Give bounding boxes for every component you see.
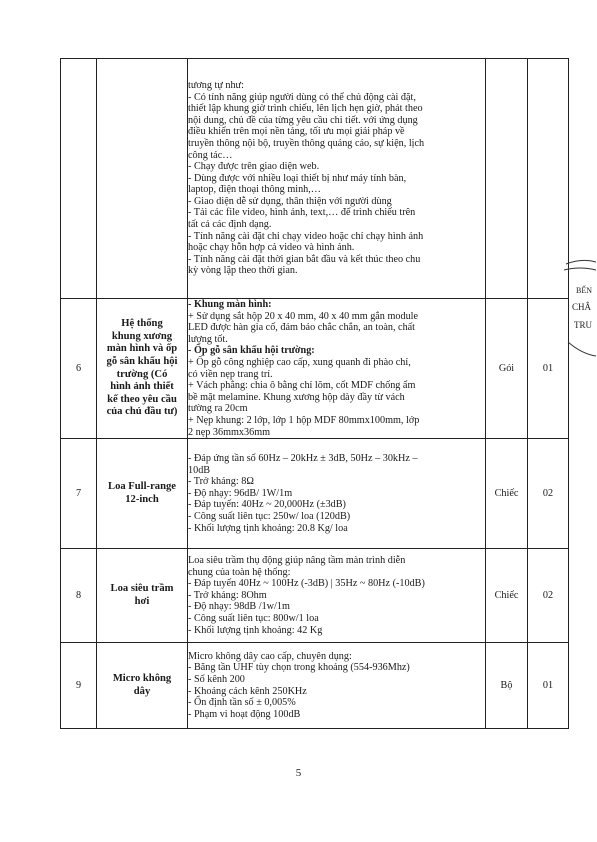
description-line: hoặc chạy hỗn hợp cả video và hình ảnh. bbox=[188, 242, 355, 254]
description-line: + Sử dụng sắt hộp 20 x 40 mm, 40 x 40 mm gắn module bbox=[188, 310, 419, 322]
description-line: - Khối lượng tịnh khoảng: 42 Kg bbox=[188, 624, 323, 636]
description-line: có viền nẹp trang trí. bbox=[188, 368, 273, 380]
description-line: + Vách phẳng: chia ô bằng chỉ lõm, cốt MDF chống ẩm bbox=[188, 380, 416, 392]
description-line: - Công suất liên tục: 800w/1 loa bbox=[188, 613, 319, 625]
description-heading: - Ốp gỗ sân khấu hội trường: bbox=[188, 345, 315, 357]
item-name-line: dây bbox=[133, 685, 151, 697]
description-line: truyền thông nội bộ, truyền thông quảng cáo, sự kiện, lịch bbox=[188, 137, 425, 149]
description-line: - Tính năng cài đặt thời gian bắt đầu và kết thúc theo chu bbox=[188, 253, 421, 265]
row-number-cell: 8 bbox=[61, 549, 97, 643]
row-number-cell bbox=[61, 59, 97, 299]
description-line: - Băng tần UHF tùy chọn trong khoảng (554-936Mhz) bbox=[188, 662, 410, 674]
item-name-line: Loa siêu trầm bbox=[110, 583, 174, 595]
quantity-cell: 02 bbox=[528, 549, 569, 643]
description-line: - Có tính năng giúp người dùng có thể chủ động cài đặt, bbox=[188, 91, 416, 103]
table-body bbox=[61, 59, 569, 729]
table-row bbox=[61, 59, 569, 299]
description-line: LED được hàn gia cố, đảm bảo chắc chắn, an toàn, chất bbox=[188, 322, 416, 334]
description-line: - Đáp ứng tần số 60Hz – 20kHz ± 3dB, 50Hz – 30kHz – bbox=[188, 453, 418, 465]
stamp-arc-icon bbox=[562, 258, 597, 368]
equipment-spec-table bbox=[60, 58, 569, 729]
description-line: - Trở kháng: 8Ω bbox=[188, 476, 254, 488]
unit-cell bbox=[486, 59, 528, 299]
item-name-line: hình ảnh thiết bbox=[110, 381, 174, 393]
description-line: tường ra 20cm bbox=[188, 403, 248, 415]
description-line: 2 nẹp 36mmx36mm bbox=[188, 426, 271, 438]
description-line: chung của toàn hệ thống: bbox=[188, 566, 291, 578]
item-name-line: màn hình và ốp bbox=[106, 343, 178, 355]
description-line: - Tính năng cài đặt chỉ chạy video hoặc chỉ chạy hình ảnh bbox=[188, 230, 424, 242]
item-name-cell bbox=[97, 439, 188, 549]
description-line: - Tải các file video, hình ảnh, text,… để trình chiếu trên bbox=[188, 207, 416, 219]
stamp-line-1: BẾN bbox=[576, 286, 592, 295]
description-line: - Khoảng cách kênh 250KHz bbox=[188, 685, 307, 697]
description-line: - Ổn định tần số ± 0,005% bbox=[188, 697, 296, 709]
page-number: 5 bbox=[295, 767, 302, 779]
description-line: - Độ nhạy: 98dB /1w/1m bbox=[188, 601, 290, 613]
item-description-cell bbox=[188, 439, 486, 549]
description-line: thiết lập khung giờ trình chiếu, lên lịch hẹn giờ, phát theo bbox=[188, 103, 423, 115]
quantity-cell: 01 bbox=[528, 299, 569, 439]
item-name-cell bbox=[97, 299, 188, 439]
item-name-line: 12-inch bbox=[125, 493, 159, 505]
description-line: - Khối lượng tịnh khoảng: 20.8 Kg/ loa bbox=[188, 522, 348, 534]
item-name-line: trường (Có bbox=[116, 368, 168, 380]
description-line: 10dB bbox=[188, 464, 211, 476]
description-line: - Đáp tuyến: 40Hz ~ 20,000Hz (±3dB) bbox=[188, 499, 346, 511]
description-line: - Số kênh 200 bbox=[188, 674, 245, 686]
row-number-cell: 7 bbox=[61, 439, 97, 549]
item-description-cell bbox=[188, 59, 486, 299]
description-line: + Nẹp khung: 2 lớp, lớp 1 hộp MDF 80mmx100mm, lớp bbox=[188, 414, 420, 426]
description-line: laptop, điện thoại thông minh,… bbox=[188, 184, 321, 196]
description-line: điều khiển trên mọi nền tảng, tối ưu mọi giải pháp về bbox=[188, 126, 405, 138]
description-line: - Công suất liên tục: 250w/ loa (120dB) bbox=[188, 511, 351, 523]
unit-cell: Bộ bbox=[486, 643, 528, 729]
stamp-line-2: CHÂ bbox=[572, 302, 592, 312]
description-line: - Phạm vi hoạt động 100dB bbox=[188, 708, 301, 720]
description-line: - Độ nhạy: 96dB/ 1W/1m bbox=[188, 487, 293, 499]
unit-cell: Gói bbox=[486, 299, 528, 439]
table-row bbox=[61, 299, 569, 439]
table-row bbox=[61, 643, 569, 729]
item-name-line: Micro không bbox=[112, 673, 172, 685]
item-name-line: khung xương bbox=[111, 330, 173, 342]
description-line: nội dung, chủ đề của từng yêu cầu chi tiết. với ứng dụng bbox=[188, 114, 418, 126]
description-line: - Dùng được với nhiều loại thiết bị như máy tính bàn, bbox=[188, 172, 407, 184]
description-line: + Ốp gỗ công nghiệp cao cấp, xung quanh đi phào chỉ, bbox=[188, 356, 411, 368]
item-name-cell bbox=[97, 549, 188, 643]
description-line: tất cả các định dạng. bbox=[188, 219, 272, 231]
item-name-cell bbox=[97, 59, 188, 299]
description-line: - Giao diện dễ sử dụng, thân thiện với người dùng bbox=[188, 195, 392, 207]
description-line: - Đáp tuyến 40Hz ~ 100Hz (-3dB) | 35Hz ~ 80Hz (-10dB) bbox=[188, 578, 425, 590]
item-name-line: của chủ đầu tư) bbox=[106, 406, 178, 418]
item-description-cell bbox=[188, 299, 486, 439]
item-name-line: kế theo yêu cầu bbox=[107, 393, 177, 405]
item-name-cell bbox=[97, 643, 188, 729]
description-line: - Chạy được trên giao diện web. bbox=[188, 161, 320, 173]
table-row bbox=[61, 549, 569, 643]
table-row bbox=[61, 439, 569, 549]
item-description-cell bbox=[188, 549, 486, 643]
unit-cell: Chiếc bbox=[486, 549, 528, 643]
quantity-cell: 01 bbox=[528, 643, 569, 729]
item-name-line: gỗ sân khấu hội bbox=[106, 355, 178, 367]
description-line: kỳ vòng lặp theo thời gian. bbox=[188, 265, 298, 277]
stamp-line-3: TRU bbox=[574, 320, 592, 330]
quantity-cell: 02 bbox=[528, 439, 569, 549]
description-line: lượng tốt. bbox=[188, 333, 228, 345]
item-name-line: hơi bbox=[134, 595, 150, 607]
description-line: công tác… bbox=[188, 149, 233, 161]
description-line: bề mặt melamine. Khung xương hộp dày đầy từ vách bbox=[188, 391, 405, 403]
row-number-cell: 6 bbox=[61, 299, 97, 439]
description-line: - Trở kháng: 8Ohm bbox=[188, 589, 267, 601]
description-line: Loa siêu trầm thụ động giúp nâng tầm màn trình diễn bbox=[188, 555, 406, 567]
description-line: Micro không dây cao cấp, chuyên dụng: bbox=[188, 650, 352, 662]
description-heading: - Khung màn hình: bbox=[188, 299, 272, 310]
item-name-line: Hệ thống bbox=[121, 318, 163, 330]
item-description-cell bbox=[188, 643, 486, 729]
unit-cell: Chiếc bbox=[486, 439, 528, 549]
description-line: tương tự như: bbox=[188, 79, 244, 91]
side-stamp bbox=[562, 258, 597, 368]
row-number-cell: 9 bbox=[61, 643, 97, 729]
item-name-line: Loa Full-range bbox=[108, 481, 176, 493]
